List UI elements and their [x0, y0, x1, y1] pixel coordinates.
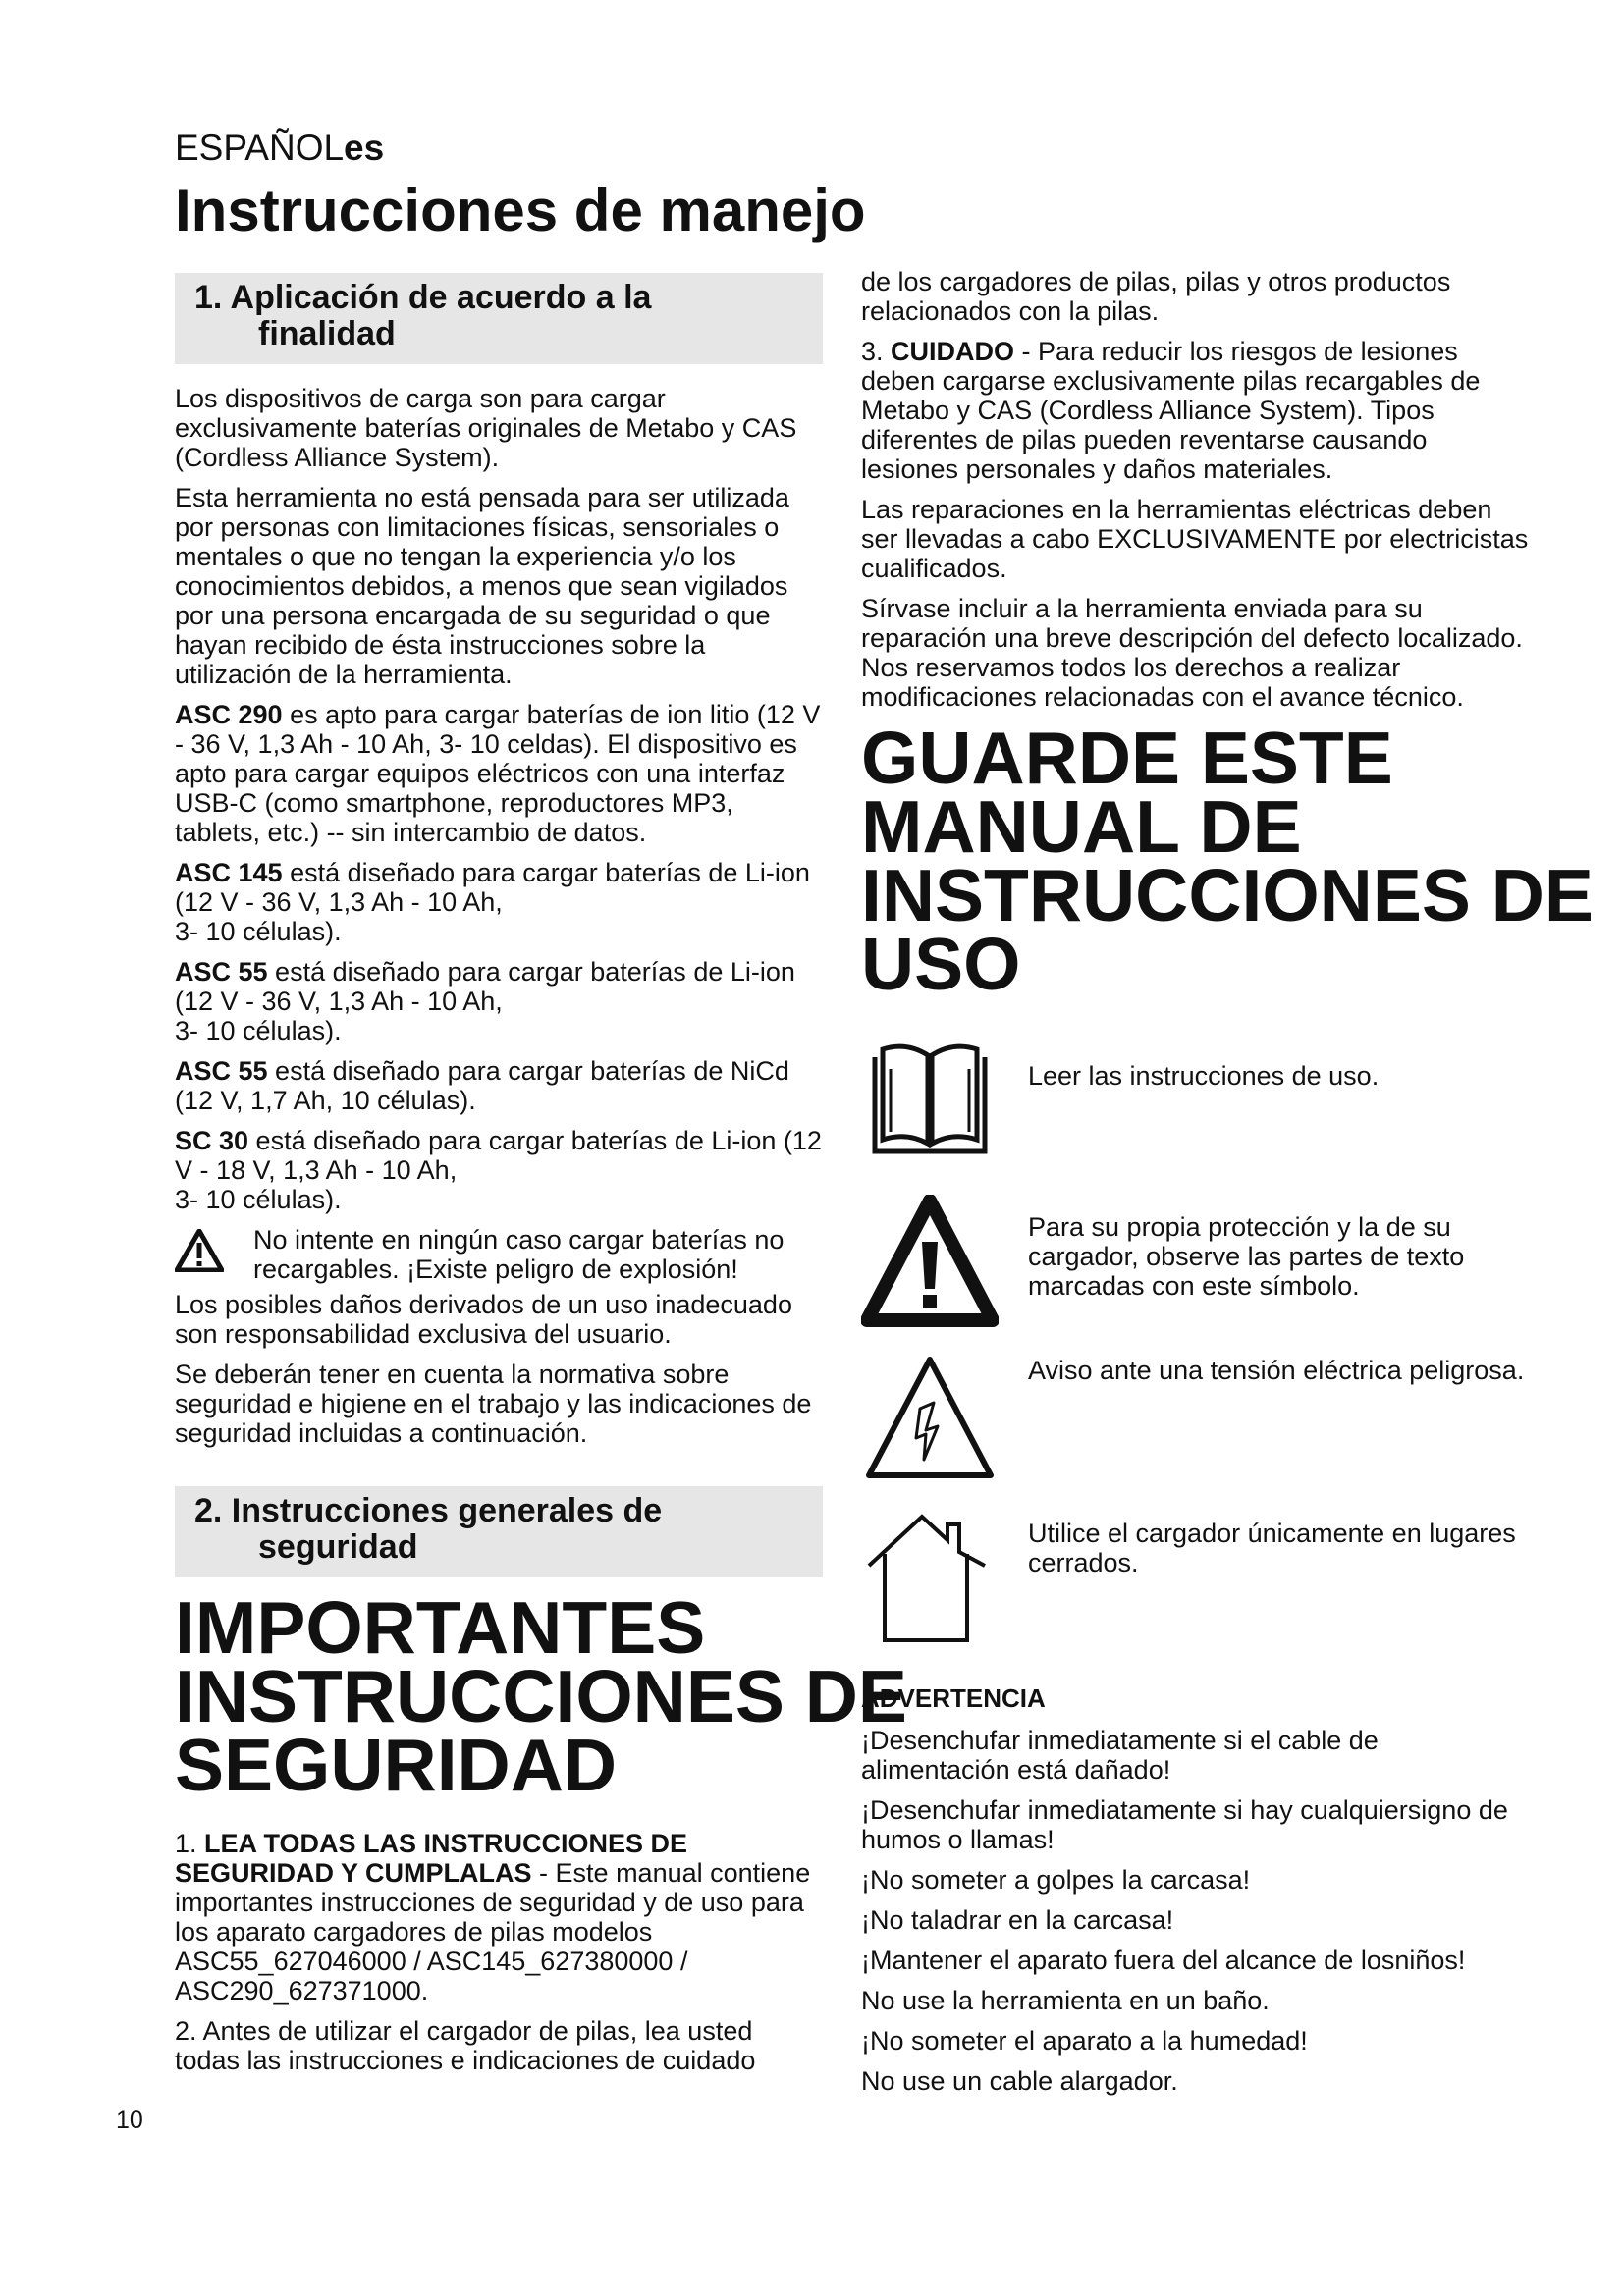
symbol-row-voltage [861, 1352, 1529, 1509]
model-asc55: ASC 55 [175, 957, 268, 987]
paragraph-defect-description: Sírvase incluir a la herramienta enviada para su reparación una breve descripción del defecto localizado. Nos reservamos todos los derechos a realizar modificaciones relacionadas con el avance técnico. [861, 594, 1523, 712]
model-asc290-text: es apto para cargar baterías de ion litio (12 V - 36 V, 1,3 Ah - 10 Ah, 3- 10 celdas). El dispositivo es apto para cargar equipos eléctricos con una interfaz USB-C (como smartphone, reproductores MP3, tablets, etc.) -- sin intercambio de datos. [175, 700, 821, 847]
warning-triangle-icon [861, 1195, 1028, 1332]
page-title: Instrucciones de manejo [175, 178, 866, 243]
instruction-1-text: - Este manual contiene importantes instrucciones de seguridad y de uso para los aparato cargadores de pilas modelos ASC55_627046000 / ASC145_627380000 / ASC290_627371000. [175, 1858, 811, 2005]
paragraph-sc30 [175, 1126, 823, 1214]
instruction-2: 2. Antes de utilizar el cargador de pilas, lea usted todas las instrucciones e indicaciones de cuidado [175, 2016, 756, 2075]
model-asc145-text: está diseñado para cargar baterías de Li-ion (12 V - 36 V, 1,3 Ah - 10 Ah, [175, 858, 810, 917]
important-heading-line2: INSTRUCCIONES DE [175, 1655, 907, 1737]
save-manual-line2: MANUAL DE [861, 785, 1302, 868]
save-manual-line4: USO [861, 923, 1021, 1005]
instruction-1 [175, 1829, 823, 2005]
section-2-heading [175, 1486, 823, 1577]
paragraph-continuation: de los cargadores de pilas, pilas y otros productos relacionados con la pilas. [861, 267, 1451, 326]
paragraph-liability: Los posibles daños derivados de un uso inadecuado son responsabilidad exclusiva del usuario. [175, 1290, 792, 1349]
section-2-title: 2. Instrucciones generales de [194, 1492, 663, 1529]
model-asc290: ASC 290 [175, 700, 283, 729]
symbol-indoor-text: Utilice el cargador únicamente en lugares cerrados. [1028, 1519, 1516, 1577]
warning-item: ¡No someter a golpes la carcasa! [861, 1865, 1251, 1895]
left-column [175, 273, 907, 2086]
language-code: es [344, 128, 385, 168]
high-voltage-icon [861, 1352, 1028, 1489]
warning-triangle-icon [175, 1225, 253, 1277]
warning-non-rechargeable [175, 1225, 823, 1290]
model-asc55-liion-cells: 3- 10 células). [175, 1016, 342, 1045]
symbol-row-read-manual [861, 1038, 1529, 1195]
model-sc30-cells: 3- 10 células). [175, 1185, 342, 1214]
page-number: 10 [116, 2107, 143, 2134]
symbol-warning-text: Para su propia protección y la de su cargador, observe las partes de texto marcadas con este símbolo. [1028, 1212, 1465, 1301]
important-heading-line1: IMPORTANTES [175, 1586, 706, 1669]
paragraph-asc145 [175, 858, 823, 946]
warning-item: ¡No someter el aparato a la humedad! [861, 2026, 1308, 2056]
paragraph-asc55-nicd [175, 1056, 823, 1115]
instruction-1-bold: LEA TODAS LAS INSTRUCCIONES DE SEGURIDAD Y CUMPLALAS [175, 1829, 688, 1888]
important-heading [175, 1586, 907, 1806]
symbol-row-warning [861, 1195, 1529, 1352]
warning-item: ¡No taladrar en la carcasa! [861, 1905, 1174, 1935]
instruction-3-bold: CUIDADO [891, 337, 1015, 366]
model-sc30-text: está diseñado para cargar baterías de Li-ion (12 V - 18 V, 1,3 Ah - 10 Ah, [175, 1126, 822, 1185]
section-1-heading [175, 273, 823, 364]
paragraph-asc290 [175, 700, 823, 847]
model-asc55-nicd-text: está diseñado para cargar baterías de NiCd (12 V, 1,7 Ah, 10 células). [175, 1056, 789, 1115]
warning-item: ¡Mantener el aparato fuera del alcance de losniños! [861, 1946, 1466, 1975]
model-asc145-cells: 3- 10 células). [175, 917, 342, 946]
instruction-3-text: - Para reducir los riesgos de lesiones deben cargarse exclusivamente pilas recargables de Metabo y CAS (Cordless Alliance System). Tipos diferentes de pilas pueden reventarse causando lesiones personales y daños materiales. [861, 337, 1481, 484]
instruction-3 [861, 337, 1529, 484]
save-manual-line3: INSTRUCCIONES DE [861, 854, 1594, 936]
paragraph-asc55-liion [175, 957, 823, 1045]
warning-item: ¡Desenchufar inmediatamente si el cable de alimentación está dañado! [861, 1726, 1379, 1785]
symbol-voltage-text: Aviso ante una tensión eléctrica peligrosa. [1028, 1356, 1525, 1385]
paragraph-regulations: Se deberán tener en cuenta la normativa sobre seguridad e higiene en el trabajo y las indicaciones de seguridad incluidas a continuación. [175, 1360, 812, 1448]
symbol-read-manual-text: Leer las instrucciones de uso. [1028, 1061, 1380, 1091]
model-asc55-nicd: ASC 55 [175, 1056, 268, 1086]
instruction-3-number: 3. [861, 337, 892, 366]
warning-item: No use la herramienta en un baño. [861, 1986, 1270, 2015]
warning-item: ¡Desenchufar inmediatamente si hay cualquiersigno de humos o llamas! [861, 1795, 1508, 1854]
important-heading-line3: SEGURIDAD [175, 1724, 618, 1806]
save-manual-line1: GUARDE ESTE [861, 717, 1393, 799]
language-name: ESPAÑOL [175, 128, 345, 168]
book-icon [861, 1038, 1028, 1170]
right-column [861, 267, 1594, 2107]
warning-item: No use un cable alargador. [861, 2066, 1178, 2096]
section-2-title-line2: seguridad [258, 1528, 418, 1566]
paragraph-repairs: Las reparaciones en la herramientas eléctricas deben ser llevadas a cabo EXCLUSIVAMENTE por electricistas cualificados. [861, 495, 1529, 583]
save-manual-heading [861, 717, 1594, 1005]
model-sc30: SC 30 [175, 1126, 249, 1155]
warning-heading: ADVERTENCIA [861, 1683, 1046, 1713]
section-1-title: 1. Aplicación de acuerdo a la [194, 279, 652, 316]
model-asc145: ASC 145 [175, 858, 283, 887]
symbol-row-indoor [861, 1509, 1529, 1666]
house-icon [861, 1509, 1028, 1651]
paragraph-intended-use: Los dispositivos de carga son para cargar exclusivamente baterías originales de Metabo y CAS (Cordless Alliance System). [175, 384, 797, 472]
warning-text: No intente en ningún caso cargar baterías no recargables. ¡Existe peligro de explosión! [253, 1225, 785, 1284]
instruction-1-number: 1. [175, 1829, 205, 1858]
language-label [175, 128, 384, 169]
model-asc55-liion-text: está diseñado para cargar baterías de Li-ion (12 V - 36 V, 1,3 Ah - 10 Ah, [175, 957, 795, 1016]
section-1-title-line2: finalidad [258, 315, 396, 352]
paragraph-user-limitations: Esta herramienta no está pensada para ser utilizada por personas con limitaciones físicas, sensoriales o mentales o que no tengan la experiencia y/o los conocimientos debidos, a menos que sean vigilados por una persona encargada de su seguridad o que hayan recibido de ésta instrucciones sobre la utilización de la herramienta. [175, 483, 789, 689]
